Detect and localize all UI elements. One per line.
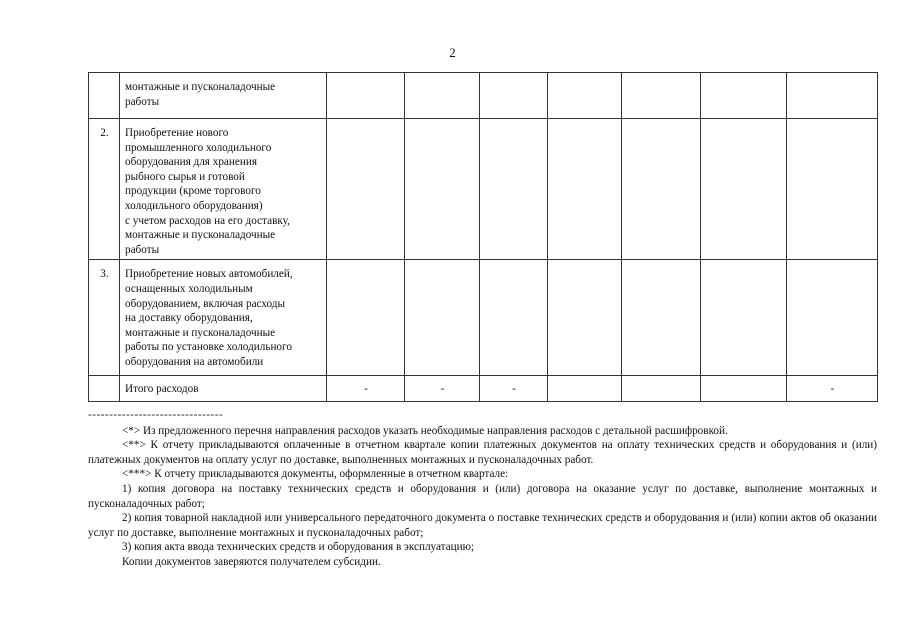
- footnote-1: <*> Из предложенного перечня направления расходов указать необходимые направления расходов с детальной расшифровкой.: [122, 424, 728, 437]
- expense-name-line: продукции (кроме торгового: [125, 185, 261, 198]
- footnote-3-item-2: 2) копия товарной накладной или универсального передаточного документа о поставке технических средств и оборудования и (или) копии актов об оказании услуг по доставке, выполнение монтажных и пусконаладочных работ;: [88, 512, 877, 539]
- expense-name: [120, 119, 327, 260]
- expense-name: [120, 73, 327, 119]
- amount-cell: [480, 73, 548, 119]
- total-amount-cell: -: [787, 376, 878, 402]
- total-amount-cell: [701, 376, 787, 402]
- table-row: [89, 119, 878, 260]
- expense-name-line: монтажные и пусконаладочные: [125, 229, 276, 242]
- footnote-3-item-3: 3) копия акта ввода технических средств и оборудования в эксплуатацию;: [122, 541, 475, 554]
- amount-cell: [405, 119, 480, 260]
- amount-cell: [405, 260, 480, 376]
- amount-cell: [622, 73, 701, 119]
- amount-cell: [480, 119, 548, 260]
- amount-cell: [622, 260, 701, 376]
- footnote-3: <***> К отчету прикладываются документы, оформленные в отчетном квартале:: [122, 468, 509, 481]
- amount-cell: [701, 119, 787, 260]
- total-row-number: [89, 376, 120, 402]
- amount-cell: [787, 260, 878, 376]
- table-body: [89, 73, 878, 402]
- expense-name-line: работы: [125, 243, 160, 256]
- expense-name-line: на доставку оборудования,: [125, 312, 253, 325]
- total-label: Итого расходов: [120, 376, 327, 402]
- expense-name-line: работы: [125, 95, 160, 108]
- row-number: 3.: [89, 260, 120, 376]
- expense-name-line: холодильного оборудования): [125, 199, 263, 212]
- amount-cell: [548, 119, 622, 260]
- footnotes: [88, 408, 877, 570]
- row-number: 2.: [89, 119, 120, 260]
- expenses-table: [88, 72, 878, 402]
- total-amount-cell: [622, 376, 701, 402]
- footnote-certification: Копии документов заверяются получателем субсидии.: [122, 555, 381, 568]
- footnote-2: <**> К отчету прикладываются оплаченные в отчетном квартале копии платежных документов на оплату технических средств и оборудования и (или) платежных документов на оплату услуг по доставке, выполненных монтажных и пусконаладочных работ.: [88, 439, 877, 466]
- amount-cell: [327, 73, 405, 119]
- expense-name-line: монтажные и пусконаладочные: [125, 326, 276, 339]
- expense-name-line: оборудованием, включая расходы: [125, 297, 286, 310]
- total-amount-cell: -: [480, 376, 548, 402]
- amount-cell: [327, 260, 405, 376]
- expense-name: [120, 260, 327, 376]
- expense-name-line: оборудования для хранения: [125, 156, 257, 169]
- expense-name-line: монтажные и пусконаладочные: [125, 81, 276, 93]
- expense-name-line: оснащенных холодильным: [125, 282, 253, 295]
- amount-cell: [548, 260, 622, 376]
- amount-cell: [701, 260, 787, 376]
- expense-name-line: с учетом расходов на его доставку,: [125, 214, 290, 227]
- total-amount-cell: -: [405, 376, 480, 402]
- page-number: 2: [449, 45, 456, 60]
- amount-cell: [701, 73, 787, 119]
- amount-cell: [548, 73, 622, 119]
- total-amount-cell: [548, 376, 622, 402]
- expense-name-line: работы по установке холодильного: [125, 341, 292, 354]
- footnote-3-item-1: 1) копия договора на поставку технических средств и оборудования и (или) договора на оказание услуг по доставке, выполнение монтажных и пусконаладочных работ;: [88, 482, 877, 510]
- expense-name-line: промышленного холодильного: [125, 141, 272, 154]
- table-row: [89, 260, 878, 376]
- table-row: [89, 73, 878, 119]
- footnote-separator: --------------------------------: [88, 409, 224, 421]
- amount-cell: [405, 73, 480, 119]
- amount-cell: [787, 119, 878, 260]
- amount-cell: [622, 119, 701, 260]
- expense-name-line: Приобретение нового: [125, 127, 229, 139]
- total-row: [89, 376, 878, 402]
- expense-name-line: Приобретение новых автомобилей,: [125, 268, 293, 281]
- amount-cell: [480, 260, 548, 376]
- expense-name-line: оборудования на автомобили: [125, 355, 264, 368]
- total-amount-cell: -: [327, 376, 405, 402]
- amount-cell: [787, 73, 878, 119]
- amount-cell: [327, 119, 405, 260]
- row-number: [89, 73, 120, 119]
- expense-name-line: рыбного сырья и готовой: [125, 170, 245, 183]
